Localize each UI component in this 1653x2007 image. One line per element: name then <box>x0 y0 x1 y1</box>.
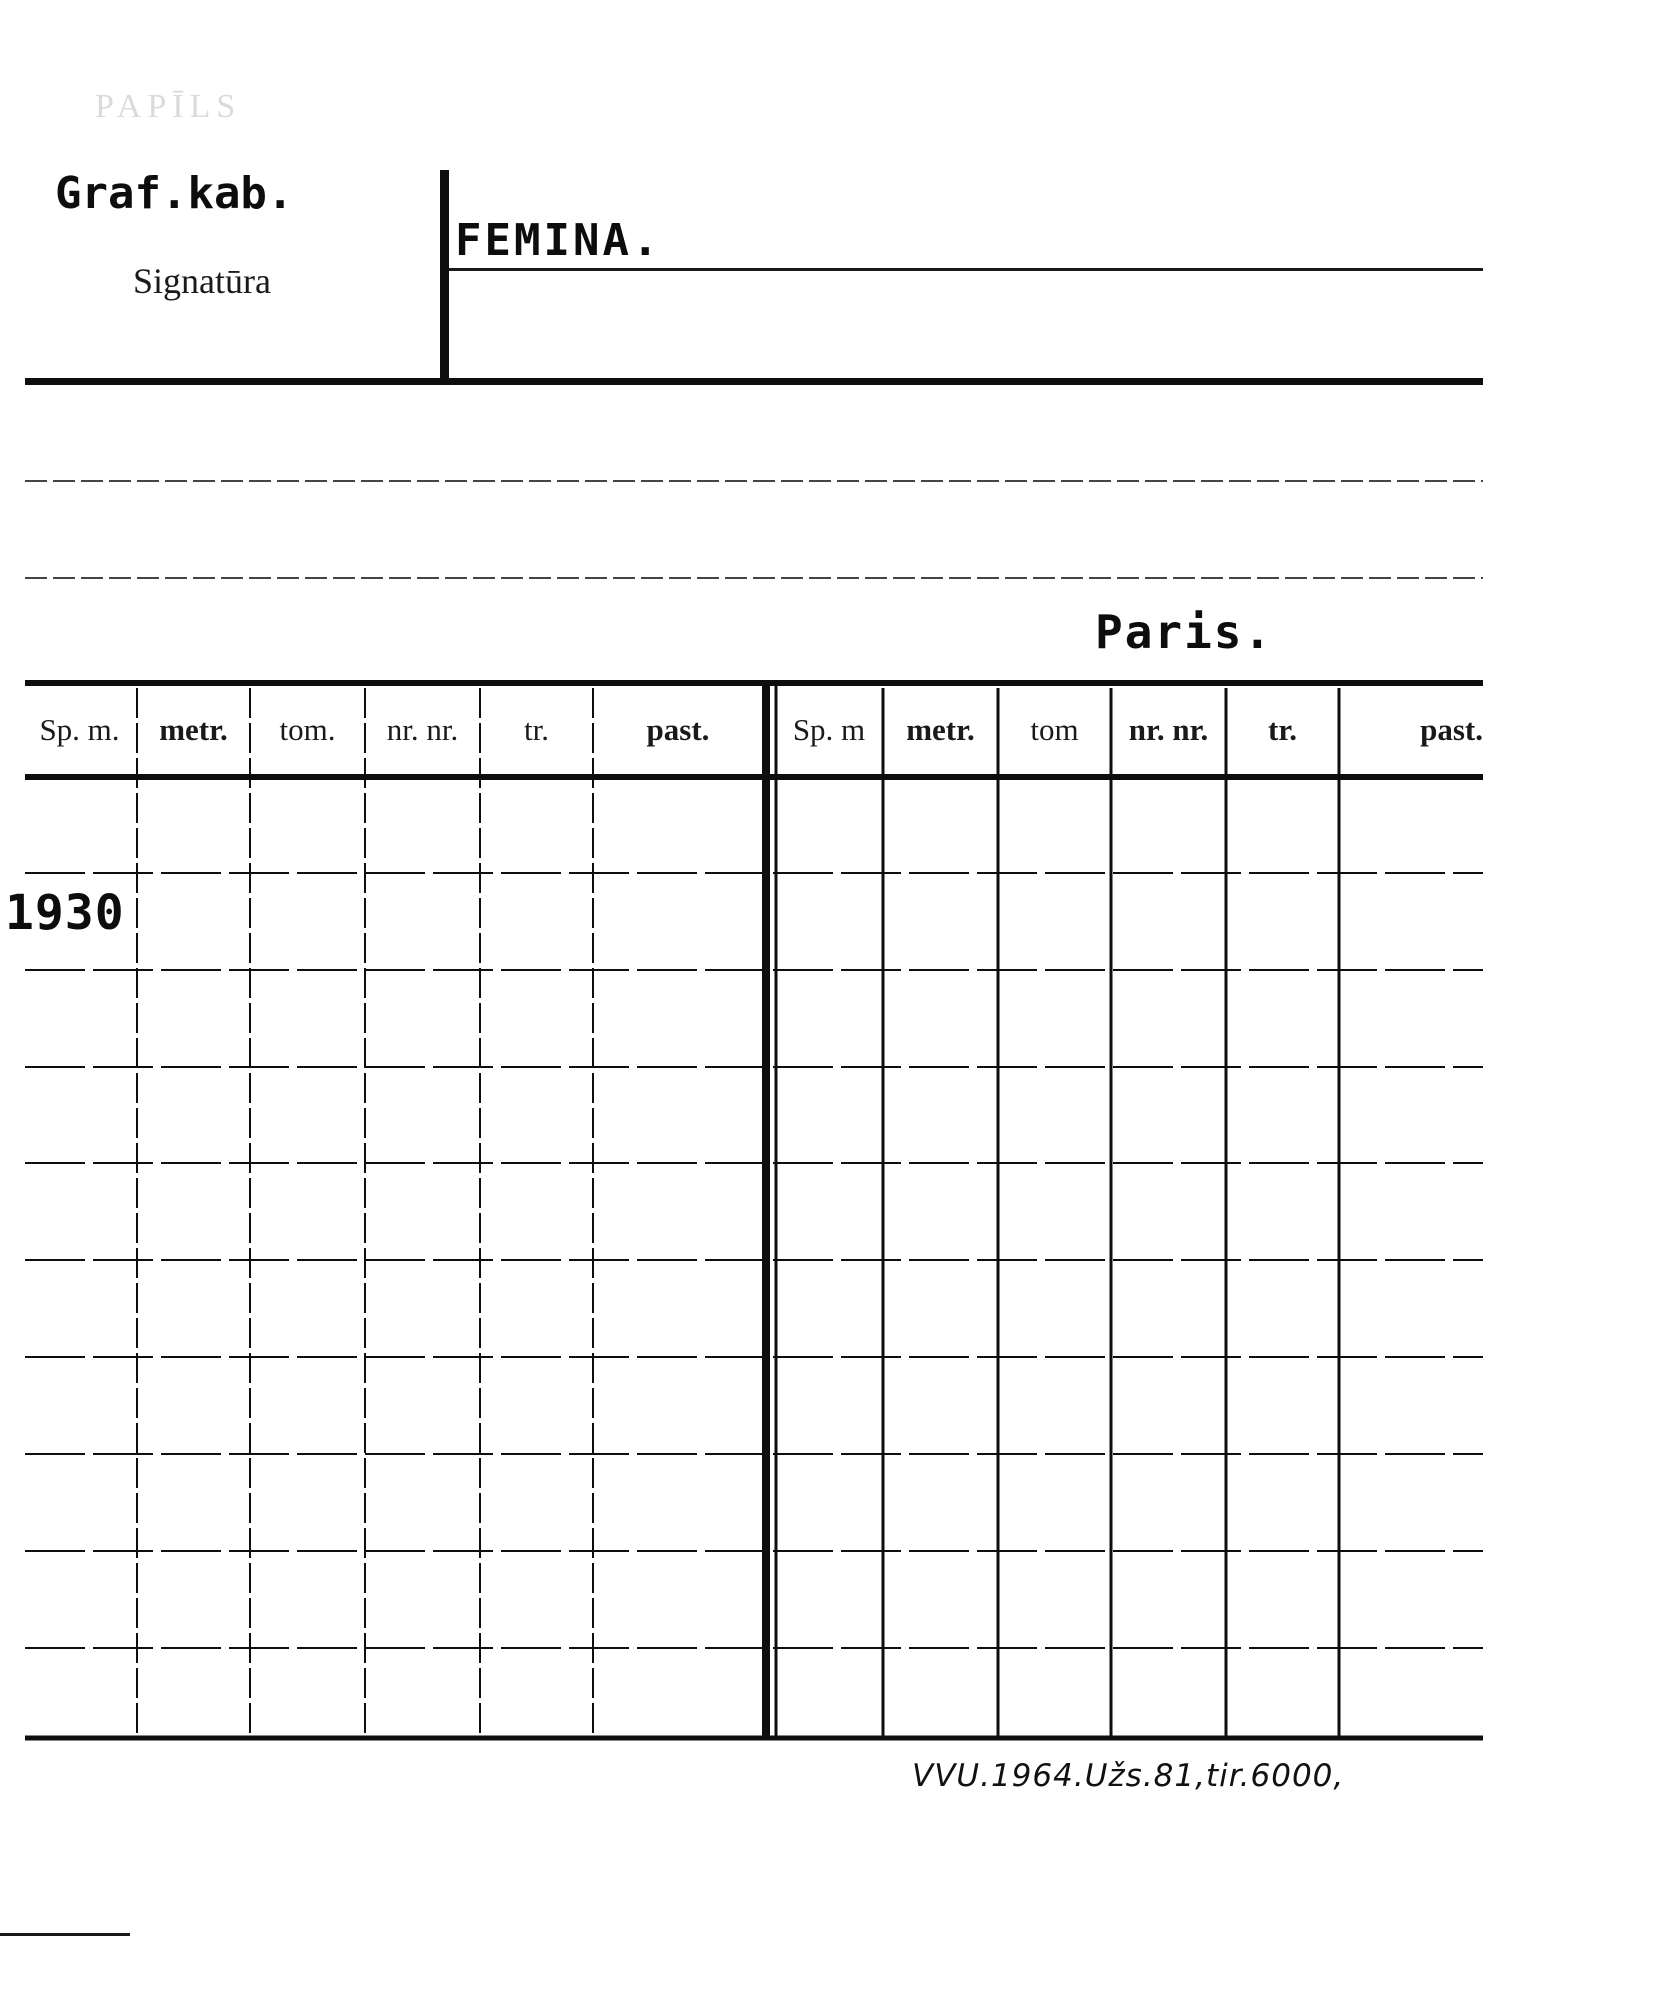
header-left-tom: tom. <box>279 712 336 747</box>
faded-stamp: PAPĪLS <box>95 88 242 125</box>
signature-label: Signatūra <box>133 261 271 301</box>
header-right-tom: tom <box>1030 712 1079 747</box>
publication-title: FEMINA. <box>455 215 662 266</box>
header-left-nr-nr: nr. nr. <box>386 712 459 747</box>
header-right-tr: tr. <box>1268 712 1297 747</box>
header-right-nr-nr: nr. nr. <box>1128 712 1209 747</box>
publication-place: Paris. <box>1095 605 1274 659</box>
header-right-past: past. <box>1420 712 1483 747</box>
year-entry: 1930 <box>5 885 125 941</box>
stray-rule <box>0 1933 130 1936</box>
header-right-sp-m: Sp. m <box>792 712 866 747</box>
print-note: VVU.1964.Užs.81,tir.6000, <box>912 1758 1345 1794</box>
header-left-metr: metr. <box>159 712 228 747</box>
header-right-metr: metr. <box>906 712 975 747</box>
header-left-past: past. <box>646 712 710 747</box>
header-left-tr: tr. <box>524 712 549 747</box>
header-left-sp-m: Sp. m. <box>39 712 120 747</box>
section-code: Graf.kab. <box>55 168 294 219</box>
